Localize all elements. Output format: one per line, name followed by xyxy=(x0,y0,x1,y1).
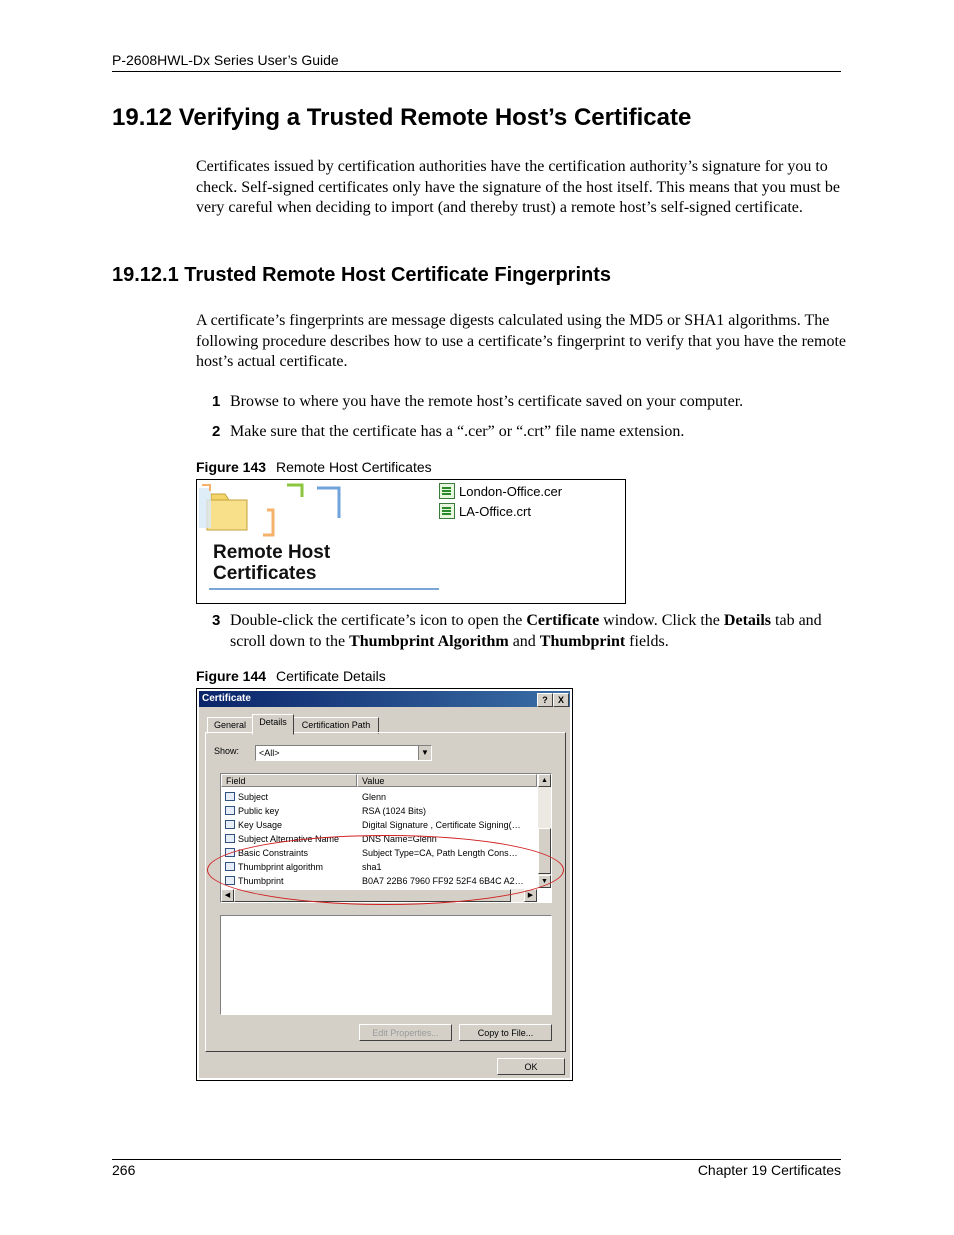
step-text-bold: Details xyxy=(723,612,772,629)
figure-143-remote-host-certificates xyxy=(196,479,626,604)
edit-properties-button[interactable]: Edit Properties... xyxy=(359,1024,452,1041)
step-text-part: fields. xyxy=(625,632,669,650)
step-text: Make sure that the certificate has a “.cer” or “.crt” file name extension. xyxy=(230,423,685,440)
field-name: Basic Constraints xyxy=(238,848,309,858)
field-value: Subject Type=CA, Path Length Cons… xyxy=(362,848,518,858)
field-name: Thumbprint algorithm xyxy=(238,862,324,872)
subsection-intro-paragraph: A certificate’s fingerprints are message digests calculated using the MD5 or SHA1 algorithms. The following procedure describes how to use a certificate’s fingerprint to verify that you have the remote host’s actual certificate. xyxy=(196,312,846,370)
scroll-down-icon[interactable]: ▼ xyxy=(538,875,551,888)
step-text-part: and xyxy=(508,632,540,650)
banner-title-line-2: Certificates xyxy=(213,563,317,584)
banner-underline xyxy=(209,588,439,590)
field-value: Glenn xyxy=(362,792,387,802)
field-icon xyxy=(225,848,235,857)
horizontal-scrollbar[interactable] xyxy=(221,889,537,902)
field-name: Thumbprint xyxy=(238,876,284,886)
vertical-scrollbar[interactable] xyxy=(538,774,551,888)
banner-title-line-1: Remote Host xyxy=(213,542,331,563)
step-number: 2 xyxy=(212,423,221,440)
list-item-thumbprint[interactable] xyxy=(221,874,537,888)
step-text-part: tab and scroll down to the xyxy=(230,612,822,650)
figure-label: Figure 144 xyxy=(196,668,267,684)
file-name: LA-Office.crt xyxy=(459,503,532,519)
step-text-part: window. Click the xyxy=(599,612,724,629)
show-select-value: <All> xyxy=(259,748,280,758)
figure-143-caption xyxy=(196,459,432,475)
field-value: DNS Name=Glenn xyxy=(362,834,437,844)
step-3 xyxy=(212,611,842,650)
step-text: Browse to where you have the remote host’s certificate saved on your computer. xyxy=(230,393,744,410)
banner-title xyxy=(213,542,330,584)
section-heading: 19.12 Verifying a Trusted Remote Host’s Certificate xyxy=(112,104,692,131)
step-number: 3 xyxy=(212,612,221,629)
chevron-down-icon[interactable]: ▼ xyxy=(418,746,431,760)
list-item[interactable] xyxy=(221,818,537,832)
tab-details[interactable]: Details xyxy=(252,714,294,735)
field-detail-box[interactable] xyxy=(220,915,552,1015)
list-item[interactable] xyxy=(221,846,537,860)
field-name: Subject xyxy=(238,792,269,802)
figure-title: Remote Host Certificates xyxy=(276,459,432,475)
list-item-thumbprint-algorithm[interactable] xyxy=(221,860,537,874)
field-name: Key Usage xyxy=(238,820,283,830)
field-icon xyxy=(225,806,235,815)
figure-144-caption xyxy=(196,668,386,684)
certificate-file-icon xyxy=(439,503,455,519)
scroll-thumb[interactable] xyxy=(538,828,551,874)
step-text-part: Double-click the certificate’s icon to open the xyxy=(230,612,527,629)
header-rule xyxy=(112,71,841,72)
field-icon xyxy=(225,862,235,871)
figure-title: Certificate Details xyxy=(276,668,386,684)
field-value: RSA (1024 Bits) xyxy=(362,806,427,816)
step-text-bold: Thumbprint xyxy=(539,632,626,650)
close-button[interactable]: X xyxy=(553,693,569,707)
file-london-office[interactable] xyxy=(439,483,562,499)
page-number: 266 xyxy=(112,1162,136,1178)
step-text xyxy=(230,611,842,652)
scroll-right-icon[interactable]: ▶ xyxy=(524,889,537,902)
list-item[interactable] xyxy=(221,790,537,804)
window-title: Certificate xyxy=(202,693,251,704)
scroll-left-icon[interactable]: ◀ xyxy=(221,889,234,902)
list-item[interactable] xyxy=(221,804,537,818)
chapter-title: Chapter 19 Certificates xyxy=(697,1162,841,1178)
footer-rule xyxy=(112,1159,841,1160)
show-label: Show: xyxy=(214,746,240,756)
tab-general[interactable]: General xyxy=(207,717,253,734)
show-select[interactable] xyxy=(255,745,432,761)
field-icon xyxy=(225,876,235,885)
copy-to-file-button[interactable]: Copy to File... xyxy=(459,1024,552,1041)
ok-button[interactable]: OK xyxy=(497,1058,565,1075)
figure-144-certificate-details xyxy=(196,688,573,1081)
certificate-window xyxy=(199,691,570,1078)
field-icon xyxy=(225,792,235,801)
field-icon xyxy=(225,834,235,843)
section-intro-paragraph: Certificates issued by certification authorities have the certification authority’s signature for you to check. Self-signed certificates only have the signature of the host itself. This means that you must be very careful when deciding to import (and thereby trust) a remote host’s self-signed certificate. xyxy=(196,158,840,216)
field-name: Public key xyxy=(238,806,280,816)
column-header-value[interactable]: Value xyxy=(357,774,537,787)
field-value: sha1 xyxy=(362,862,382,872)
list-item[interactable] xyxy=(221,832,537,846)
field-value: Digital Signature , Certificate Signing(… xyxy=(362,820,521,830)
step-2 xyxy=(212,422,842,443)
step-text-bold: Certificate xyxy=(526,612,600,629)
step-text-bold: Thumbprint Algorithm xyxy=(349,632,509,650)
key-icon xyxy=(225,820,235,829)
column-header-field[interactable]: Field xyxy=(221,774,357,787)
window-titlebar xyxy=(199,691,570,707)
running-header: P-2608HWL-Dx Series User’s Guide xyxy=(112,52,339,68)
scroll-thumb[interactable] xyxy=(234,889,511,902)
scroll-up-icon[interactable]: ▲ xyxy=(538,774,551,787)
certificate-file-icon xyxy=(439,483,455,499)
help-button[interactable]: ? xyxy=(537,693,553,707)
file-la-office[interactable] xyxy=(439,503,531,519)
fields-list[interactable] xyxy=(220,773,552,903)
tab-certification-path[interactable]: Certification Path xyxy=(293,717,379,734)
folder-icon xyxy=(197,480,437,540)
field-name: Subject Alternative Name xyxy=(238,834,340,844)
figure-label: Figure 143 xyxy=(196,459,267,475)
step-1 xyxy=(212,392,842,413)
subsection-heading: 19.12.1 Trusted Remote Host Certificate Fingerprints xyxy=(112,264,612,286)
step-number: 1 xyxy=(212,393,221,410)
field-value: B0A7 22B6 7960 FF92 52F4 6B4C A2… xyxy=(362,876,524,886)
file-name: London-Office.cer xyxy=(459,483,563,499)
